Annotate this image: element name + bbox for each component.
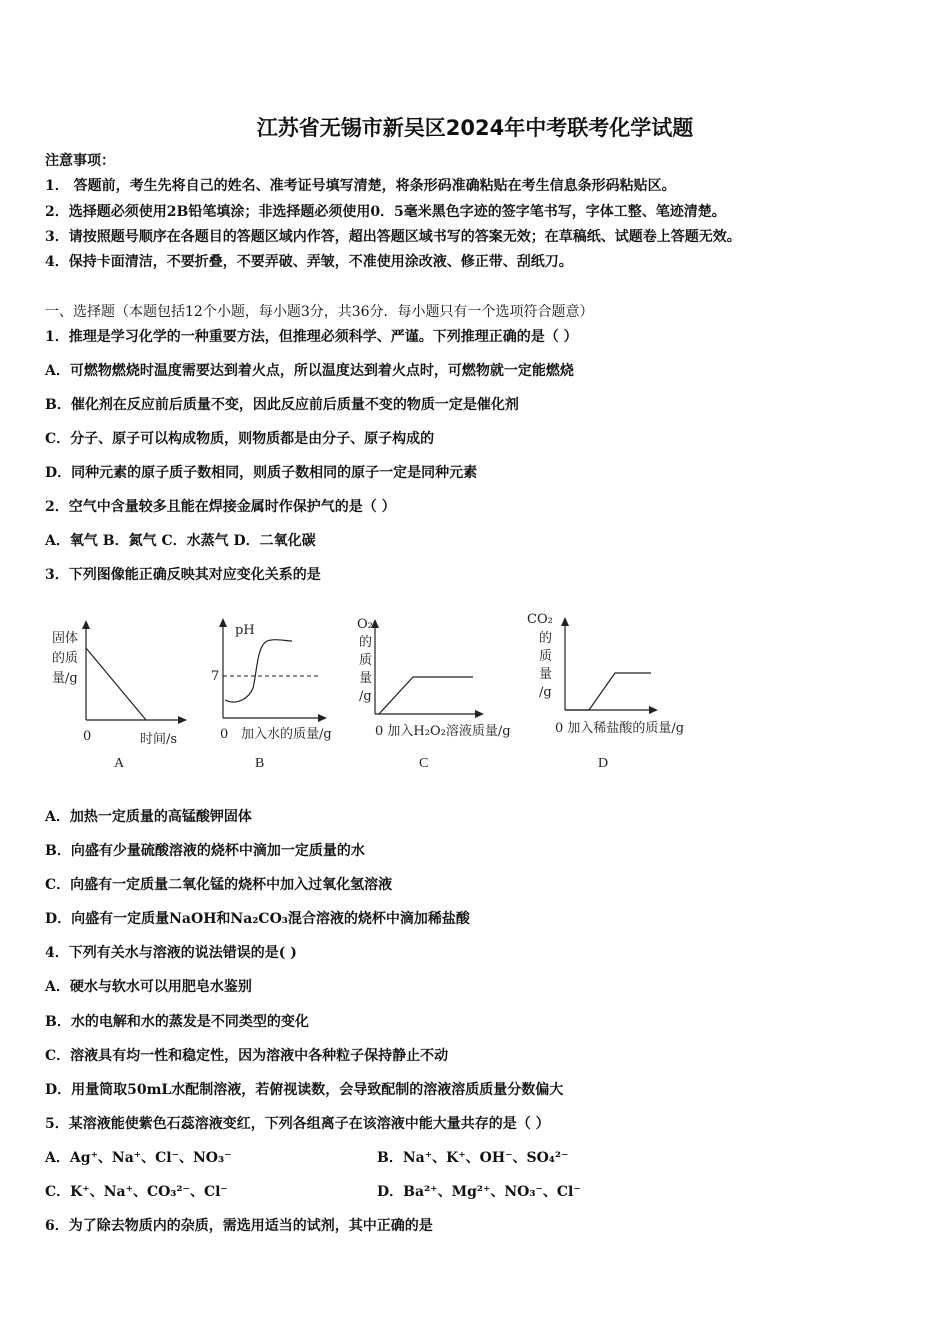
- graph-d-line: [565, 673, 651, 710]
- graph-c-ylabel-3: 质: [359, 653, 373, 668]
- notice-heading: 注意事项：: [45, 153, 115, 169]
- q4-stem: 4．下列有关水与溶液的说法错误的是( ): [45, 945, 297, 961]
- q6-stem: 6．为了除去物质内的杂质，需选用适当的试剂，其中正确的是: [45, 1218, 433, 1234]
- graph-b-mark: 7: [211, 669, 220, 684]
- page-title: 江苏省无锡市新吴区2024年中考联考化学试题: [256, 116, 694, 140]
- graph-d-ylabel-4: 量: [539, 667, 553, 682]
- q1-stem: 1．推理是学习化学的一种重要方法，但推理必须科学、严谨。下列推理正确的是（ ）: [45, 329, 578, 345]
- q5-option-d: D．Ba²⁺、Mg²⁺、NO₃⁻、Cl⁻: [377, 1184, 581, 1200]
- graph-c: [355, 600, 530, 774]
- graph-d-letter: D: [598, 756, 609, 771]
- q3-option-b: B．向盛有少量硫酸溶液的烧杯中滴加一定质量的水: [45, 843, 365, 859]
- q4-option-d: D．用量筒取50mL水配制溶液，若俯视读数，会导致配制的溶液溶质质量分数偏大: [45, 1082, 564, 1098]
- graph-d: [525, 600, 705, 774]
- q5-stem: 5．某溶液能使紫色石蕊溶液变红，下列各组离子在该溶液中能大量共存的是（ ）: [45, 1116, 550, 1132]
- graph-a-line: [86, 648, 146, 720]
- q1-option-a: A．可燃物燃烧时温度需要达到着火点，所以温度达到着火点时，可燃物就一定能燃烧: [45, 363, 574, 379]
- graph-d-xlabel: 0 加入稀盐酸的质量/g: [555, 721, 685, 736]
- graph-a-ylabel-1: 固体: [52, 631, 79, 646]
- graph-b: [205, 600, 355, 774]
- graph-a-origin: 0: [83, 729, 92, 744]
- q3-option-c: C．向盛有一定质量二氧化锰的烧杯中加入过氧化氢溶液: [45, 877, 393, 893]
- q5-option-c: C．K⁺、Na⁺、CO₃²⁻、Cl⁻: [45, 1184, 228, 1200]
- graph-c-ylabel-2: 的: [359, 635, 373, 650]
- graph-c-ylabel-4: 量: [359, 671, 373, 686]
- graph-c-ylabel-1: O₂: [357, 617, 373, 632]
- q2-stem: 2．空气中含量较多且能在焊接金属时作保护气的是（ ）: [45, 499, 396, 515]
- notice-item-3: 3．请按照题号顺序在各题目的答题区域内作答，超出答题区域书写的答案无效；在草稿纸、试题卷上答题无效。: [45, 229, 741, 245]
- graph-d-ylabel-3: 质: [539, 649, 553, 664]
- graph-d-ylabel-5: /g: [539, 685, 552, 700]
- graph-c-letter: C: [419, 756, 429, 771]
- q4-option-a: A．硬水与软水可以用肥皂水鉴别: [45, 979, 252, 995]
- graph-b-origin: 0: [220, 727, 229, 742]
- q3-option-a: A．加热一定质量的高锰酸钾固体: [45, 809, 252, 825]
- notice-item-4: 4．保持卡面清洁，不要折叠，不要弄破、弄皱，不准使用涂改液、修正带、刮纸刀。: [45, 254, 573, 270]
- q1-option-b: B．催化剂在反应前后质量不变，因此反应前后质量不变的物质一定是催化剂: [45, 397, 519, 413]
- graph-b-xlabel: 加入水的质量/g: [241, 727, 332, 742]
- q1-option-d: D．同种元素的原子质子数相同，则质子数相同的原子一定是同种元素: [45, 465, 478, 481]
- graph-c-xlabel: 0 加入H₂O₂溶液质量/g: [375, 724, 511, 739]
- graph-b-ylabel: pH: [235, 623, 255, 638]
- graph-d-ylabel-2: 的: [539, 631, 553, 646]
- graph-c-line: [379, 677, 473, 714]
- graph-c-ylabel-5: /g: [359, 689, 372, 704]
- graph-b-curve: [225, 640, 292, 702]
- q3-stem: 3．下列图像能正确反映其对应变化关系的是: [45, 567, 321, 583]
- q4-option-b: B．水的电解和水的蒸发是不同类型的变化: [45, 1014, 309, 1030]
- section-heading: 一、选择题（本题包括12个小题，每小题3分，共36分．每小题只有一个选项符合题意）: [45, 304, 594, 320]
- q2-options: A．氧气 B．氮气 C．水蒸气 D．二氧化碳: [45, 533, 316, 549]
- q5-option-a: A．Ag⁺、Na⁺、Cl⁻、NO₃⁻: [45, 1150, 232, 1166]
- q3-option-d: D．向盛有一定质量NaOH和Na₂CO₃混合溶液的烧杯中滴加稀盐酸: [45, 911, 470, 927]
- graph-a-letter: A: [114, 756, 125, 771]
- graph-a-ylabel-3: 量/g: [52, 671, 78, 686]
- notice-item-2: 2．选择题必须使用2B铅笔填涂；非选择题必须使用0．5毫米黑色字迹的签字笔书写，字体工整、笔迹清楚。: [45, 204, 726, 220]
- graph-d-ylabel-1: CO₂: [527, 612, 553, 627]
- graph-b-letter: B: [255, 756, 265, 771]
- notice-item-1: 1． 答题前，考生先将自己的姓名、准考证号填写清楚，将条形码准确粘贴在考生信息条形码粘贴区。: [45, 178, 676, 194]
- q1-option-c: C．分子、原子可以构成物质，则物质都是由分子、原子构成的: [45, 431, 435, 447]
- graph-a-ylabel-2: 的质: [52, 651, 79, 666]
- q5-option-b: B．Na⁺、K⁺、OH⁻、SO₄²⁻: [377, 1150, 569, 1166]
- graph-a: [50, 600, 200, 774]
- q4-option-c: C．溶液具有均一性和稳定性，因为溶液中各种粒子保持静止不动: [45, 1048, 449, 1064]
- graph-a-xlabel: 时间/s: [140, 732, 178, 747]
